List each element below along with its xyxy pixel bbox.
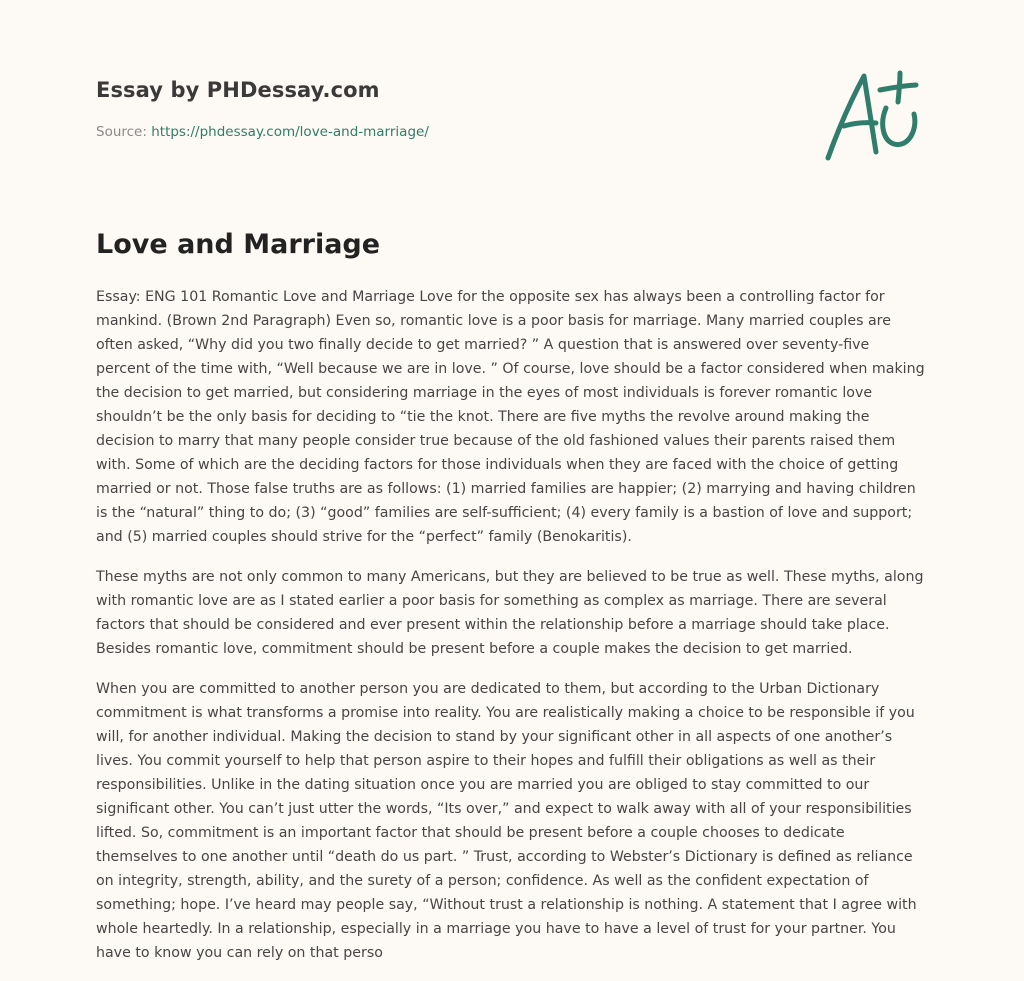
- article-title: Love and Marriage: [96, 229, 381, 260]
- source-label: Source:: [96, 124, 147, 140]
- page-header: [96, 74, 736, 142]
- source-line: [96, 122, 736, 142]
- a-plus-logo-icon: [820, 68, 930, 164]
- article-paragraph: Essay: ENG 101 Romantic Love and Marriage Love for the opposite sex has always been a controlling factor for mankind. (Brown 2nd Paragraph) Even so, romantic love is a poor basis for marriage. Many married couples are often asked, “Why did you two finally decide to get married? ” A question that is answered over seventy-five percent of the time with, “Well because we are in love. ” Of course, love should be a factor considered when making the decision to get married, but considering marriage in the eyes of most individuals is forever romantic love shouldn’t be the only basis for deciding to “tie the knot. There are five myths the revolve around making the decision to marry that many people consider true because of the old fashioned values their parents raised them with. Some of which are the deciding factors for those individuals when they are faced with the choice of getting married or not. Those false truths are as follows: (1) married families are happier; (2) marrying and having children is the “natural” thing to do; (3) “good” families are self-sufficient; (4) every family is a bastion of love and support; and (5) married couples should strive for the “perfect” family (Benokaritis).: [96, 289, 925, 545]
- article-body: [96, 285, 928, 981]
- source-link[interactable]: https://phdessay.com/love-and-marriage/: [151, 124, 429, 140]
- article-paragraph: These myths are not only common to many Americans, but they are believed to be true as well. These myths, along with romantic love are as I stated earlier a poor basis for something as complex as marriage. There are several factors that should be considered and ever present within the relationship before a marriage should take place. Besides romantic love, commitment should be present before a couple makes the decision to get married.: [96, 569, 924, 657]
- brand-title: Essay by PHDessay.com: [96, 78, 380, 102]
- article-paragraph: When you are committed to another person you are dedicated to them, but according to the Urban Dictionary commitment is what transforms a promise into reality. You are realistically making a choice to be responsible if you will, for another individual. Making the decision to stand by your significant other in all aspects of one another’s lives. You commit yourself to help that person aspire to their hopes and fulfill their obligations as well as their responsibilities. Unlike in the dating situation once you are married you are obliged to stay committed to our significant other. You can’t just utter the words, “Its over,” and expect to walk away with all of your responsibilities lifted. So, commitment is an important factor that should be present before a couple chooses to dedicate themselves to one another until “death do us part. ” Trust, according to Webster’s Dictionary is defined as reliance on integrity, strength, ability, and the surety of a person; confidence. As well as the confident expectation of something; hope. I’ve heard may people say, “Without trust a relationship is nothing. A statement that I agree with whole heartedly. In a relationship, especially in a marriage you have to have a level of trust for your partner. You have to know you can rely on that perso: [96, 681, 917, 961]
